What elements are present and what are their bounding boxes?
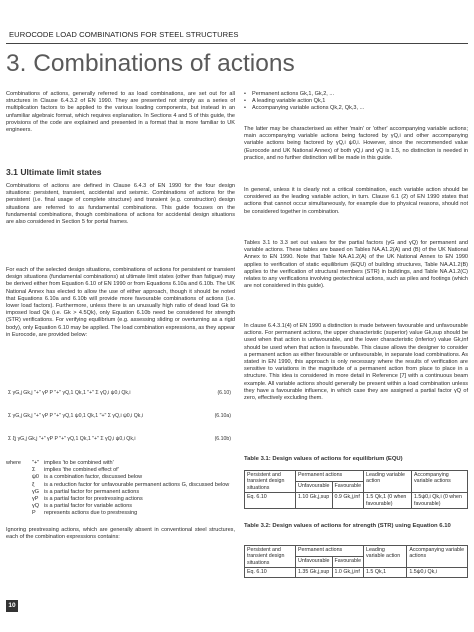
- ulz-paragraph-1: [6, 183, 235, 226]
- legend-row: P represents actions due to prestressing: [32, 510, 138, 517]
- legend-row: γP is a partial factor for prestressing actions: [32, 496, 143, 503]
- table-cell: Eq. 6.10: [245, 568, 296, 577]
- page-title: 3. Combinations of actions: [6, 50, 295, 77]
- table-subheader-cell: Unfavourable: [296, 482, 333, 493]
- table-header-cell: Persistent and transient design situations: [245, 471, 296, 493]
- table-cell: 1.5 Qk,1: [364, 568, 407, 577]
- legend-row: ψ0 is a combination factor, discussed below: [32, 474, 143, 481]
- list-item: • A leading variable action Qk,1: [244, 98, 326, 105]
- list-item: • Accompanying variable actions Qk,2, Qk,3, ...: [244, 105, 365, 112]
- equation-formula: Σ γG,j Gk,j "+" γP P "+" γQ,1 Qk,1 "+" Σ γQ,i ψ0,i Qk,i: [8, 390, 131, 396]
- right-paragraph-3: [244, 240, 468, 290]
- bullet-list: [244, 91, 468, 113]
- equation-number: (6.10b): [214, 436, 231, 442]
- table-3-1-caption: Table 3.1: Design values of actions for equilibrium (EQU): [244, 456, 403, 462]
- equation-6-10: [6, 389, 235, 399]
- ulz-paragraph-2: [6, 267, 235, 339]
- table-header-cell: Permanent actions: [296, 546, 364, 557]
- table-subheader-cell: Favourable: [332, 482, 364, 493]
- table-cell: 0.9 Gk,j,inf: [332, 493, 364, 509]
- ulz-text-1: Combinations of actions are defined in Clause 6.4.3 of EN 1990 for the four design situations: persistent, transient, accidental and seismic. Combinations of actions for the persistent (i.e. final usage of complete structure) and transient (e.g. construction) design situations are referred to as fundamental combinations. This guide focuses on the fundamental combinations, though combinations of actions for accidental design situations are also considered in Section 5 for portal frames.: [6, 183, 235, 226]
- table-header-cell: Leading variable action: [364, 546, 407, 568]
- ulz-text-3: Ignoring prestressing actions, which are generally absent in conventional steel structures, each of the combination expressions contains:: [6, 527, 235, 541]
- table-header-cell: Accompanying variable actions: [412, 471, 468, 493]
- equation-6-10b: [6, 435, 235, 445]
- right-text-1: The latter may be characterised as either 'main' or 'other' accompanying variable actions; main accompanying variable actions being factored by γQ,i and other accompanying variable actions being factored by γQ,i ψ0,i. However, since the recommended value (Eurocode and UK National Annex) of both γQ,i and γQ is 1.5, no distinction is needed in practice, and no further distinction will be made in this guide.: [244, 126, 468, 161]
- legend-row: γG is a partial factor for permanent actions: [32, 488, 140, 495]
- running-title: EUROCODE LOAD COMBINATIONS FOR STEEL STRUCTURES: [9, 30, 239, 39]
- intro-paragraph: [6, 91, 235, 134]
- table-header-cell: Accompanying variable actions: [407, 546, 468, 568]
- symbol-legend: [6, 460, 235, 518]
- list-item: • Permanent actions Gk,1, Gk,2, ...: [244, 91, 335, 97]
- legend-row: γQ is a partial factor for variable actions: [32, 503, 133, 510]
- equation-formula: Σ ξj γG,j Gk,j "+" γP P "+" γQ,1 Qk,1 "+" Σ γQ,i ψ0,i Qk,i: [8, 436, 136, 442]
- intro-text: Combinations of actions, generally referred to as load combinations, are set out for all structures in Clause 6.4.3.2 of EN 1990. They are presented not simply as a series of multiplication factors to be applied to the various loading components, but instead in an unfamiliar algebraic format, which requires explanation. In Sections 4 and 5 of this guide, the provisions of the code are explained and presented in a format that is more familiar to UK engineers.: [6, 91, 235, 134]
- equation-formula: Σ γG,j Gk,j "+" γP P "+" γQ,1 ψ0,1 Qk,1 "+" Σ γQ,i ψ0,i Qk,i: [8, 413, 143, 419]
- table-cell: 1.5ψ0,i Qk,i: [407, 568, 468, 577]
- equation-number: (6.10a): [214, 413, 231, 419]
- right-paragraph-4: [244, 323, 468, 402]
- right-paragraph-1: [244, 126, 468, 162]
- table-3-1: [244, 470, 468, 509]
- table-row: [245, 568, 468, 577]
- legend-row: where "+" implies 'to be combined with': [6, 460, 114, 466]
- page-number: 10: [6, 600, 18, 612]
- table-cell: 1.10 Gk,j,sup: [296, 493, 333, 509]
- table-cell: 1.5ψ0,i Qk,i (0 when favourable): [412, 493, 468, 509]
- legend-row: ξ is a reduction factor for unfavourable permanent actions G, discussed below: [32, 481, 230, 488]
- running-header: [6, 30, 468, 44]
- table-header-cell: Permanent actions: [296, 471, 364, 482]
- right-text-4: In clause 6.4.3.1(4) of EN 1990 a distinction is made between favourable and unfavourable actions. For permanent actions, the upper characteristic (superior) value Gk,sup should be used when that action is unfavourable, and the lower characteristic (inferior) value Gk,inf should be used when that action is favourable. This clause allows the designer to consider a permanent action as either favourable or unfavourable, in separate load combinations. As stated in EN 1990, this approach is only necessary where the results of verification are sensitive to variations in the magnitude of a permanent action from place to place in a structure. This idea is considered in more detail in Reference [7] with a continuous beam example. All variable actions should generally be present within a load combination unless they have a favourable influence, in which case they are assigned a partial factor γQ of zero, effectively excluding them.: [244, 323, 468, 402]
- table-cell: 1.5 Qk,1 (0 when favourable): [364, 493, 412, 509]
- table-row: [245, 493, 468, 509]
- table-cell: Eq. 6.10: [245, 493, 296, 509]
- table-header-cell: Leading variable action: [364, 471, 412, 493]
- legend-row: Σ implies 'the combined effect of': [32, 467, 119, 474]
- equation-number: (6.10): [217, 390, 231, 396]
- table-header-cell: Persistent and transient design situations: [245, 546, 296, 568]
- ulz-paragraph-3: [6, 527, 235, 541]
- right-paragraph-2: [244, 187, 468, 216]
- right-text-3: Tables 3.1 to 3.3 set out values for the partial factors (γG and γQ) for permanent and variable actions. These tables are based on Tables NA.A1.2(A) and (B) of the UK National Annex to EN 1990. Note that Table NA.A1.2(A) of the UK National Annex to EN 1990 applies to verification of static equilibrium (EQU) of building structures, Table NA.A1.2(B) applies to the verification of structural members (STR) in buildings, and Table NA.A1.2(C) relates to any verifications involving geotechnical actions, such as piles and footings (which are not considered in this guide).: [244, 240, 468, 290]
- table-3-2: [244, 545, 468, 578]
- right-text-2: In general, unless it is clearly not a critical combination, each variable action should be considered as the leading variable action, in turn. Clause 6.1 (2) of EN 1990 states that actions that cannot occur simultaneously, for example due to physical reasons, should not be considered together in combination.: [244, 187, 468, 215]
- section-heading: 3.1 Ultimate limit states: [6, 167, 102, 177]
- table-subheader-cell: Unfavourable: [296, 557, 333, 568]
- table-cell: 1.35 Gk,j,sup: [296, 568, 333, 577]
- equation-6-10a: [6, 412, 235, 422]
- table-subheader-cell: Favourable: [332, 557, 364, 568]
- ulz-text-2: For each of the selected design situations, combinations of actions for persistent or transient design situations (fundamental combinations) at ultimate limit states (other than fatigue) may be derived either from Equation 6.10 of EN 1990 or from Equations 6.10a and 6.10b. The UK National Annex has elected to allow the use of either approach, though it should be noted that Equations 6.10a and 6.10b will provide more favourable combinations of actions (i.e. lower load factors). Furthermore, unless there is an unusually high ratio of dead load Gk to imposed load Qk (i.e. Gk > 4.5Qk), only Equation 6.10b need be considered for strength (STR) verifications. For verifying equilibrium (e.g. assessing sliding or overturning as a rigid body), only Equation 6.10 may be applied. The load combination expressions, as they appear in Eurocode, are provided below:: [6, 267, 236, 338]
- table-cell: 1.0 Gk,j,inf: [332, 568, 364, 577]
- table-3-2-caption: Table 3.2: Design values of actions for strength (STR) using Equation 6.10: [244, 523, 451, 529]
